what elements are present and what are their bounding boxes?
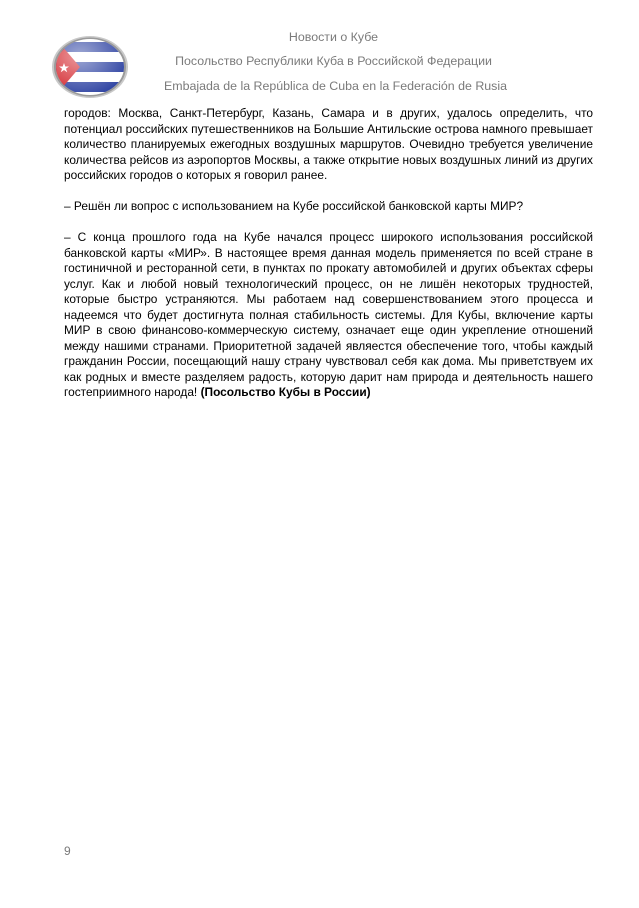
signature: (Посольство Кубы в России) [200,385,371,399]
header-title: Новости о Кубе [288,30,379,44]
header-embassy-es: Embajada de la República de Cuba en la Federación de Rusia [163,79,508,93]
paragraph-question: – Решён ли вопрос с использованием на Кубе российской банковской карты МИР? [64,199,524,213]
answer-text: – С конца прошлого года на Кубе начался процесс широкого использования российской банковской карты «МИР». В настоящее время данная модель применяется по всей стране в гостиничной и ресторанной сети, в пунктах по прокату автомобилей и других объектах сферы услуг. Как и любой новый технологический процесс, он не лишён некоторых трудностей, которые быстро устраняются. Мы работаем над совершенствованием этого процесса и надеемся что будет достигнута полная стабильность системы. Для Кубы, включение карты МИР в свою финансово-коммерческую систему, означает еще один укрепление отношений между нашими странами. Приоритетной задачей являестся обеспечение того, чтобы каждый гражданин России, посещающий нашу страну чувствовал себя как дома. Мы приветствуем их как родных и вместе разделяем радость, которую дарит нам природа и деятельность нашего гостеприимного народа! [64,230,593,399]
page-number: 9 [64,844,71,858]
header-embassy-ru: Посольство Республики Куба в Российской Федерации [175,54,492,68]
paragraph-answer [64,230,593,401]
paragraph-intro: городов: Москва, Санкт-Петербург, Казань, Самара и в других, удалось определить, что потенциал российских путешественников на Большие Антильские острова намного превышает количество планируемых ежегодных воздушных маршрутов. Очевидно требуется увеличение количества рейсов из аэропортов Москвы, а также открытие новых воздушных линий из других российских городов о которых я говорил ранее. [64,106,593,182]
article-body [64,106,593,416]
